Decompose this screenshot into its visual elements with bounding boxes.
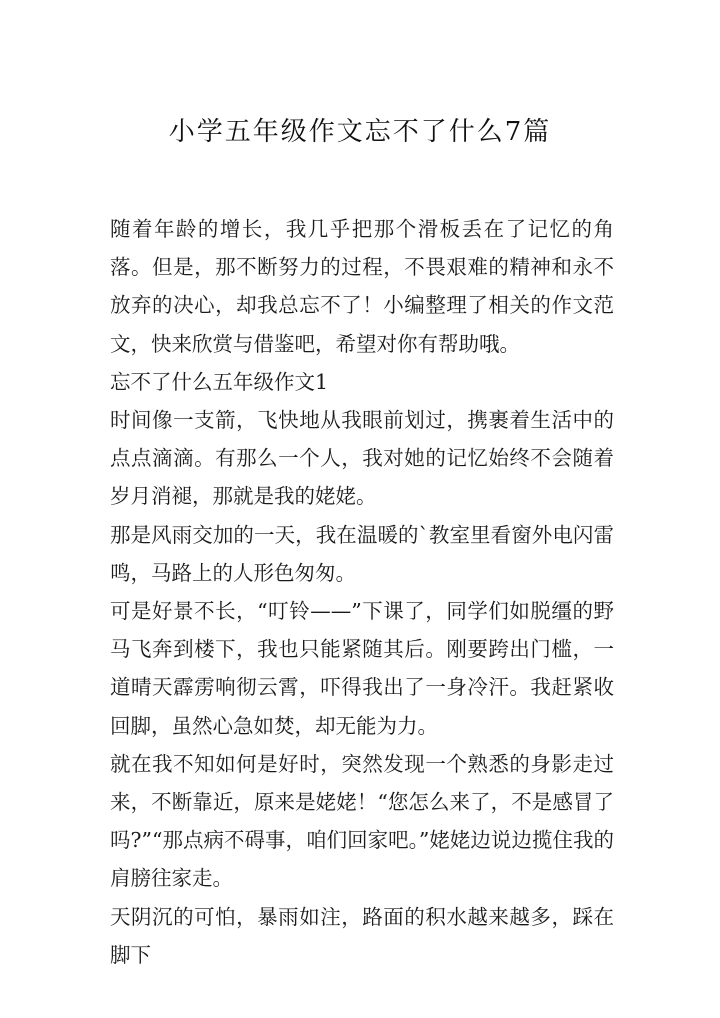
document-body — [110, 210, 614, 974]
document-title: 小学五年级作文忘不了什么7篇 — [168, 117, 552, 147]
paragraph: 天阴沉的可怕，暴雨如注，路面的积水越来越多，踩在脚下 — [110, 904, 614, 967]
paragraph: 那是风雨交加的一天，我在温暖的`教室里看窗外电闪雷鸣，马路上的人形色匆匆。 — [110, 522, 614, 585]
paragraph-intro: 随着年龄的增长，我几乎把那个滑板丢在了记忆的角落。但是，那不断努力的过程，不畏艰难的精神和永不放弃的决心，却我总忘不了！小编整理了相关的作文范文，快来欣赏与借鉴吧，希望对你有帮助哦。 — [110, 217, 614, 356]
paragraph: 时间像一支箭，飞快地从我眼前划过，携裹着生活中的点点滴滴。有那么一个人，我对她的记忆始终不会随着岁月消褪，那就是我的姥姥。 — [110, 408, 614, 509]
paragraph: 就在我不知如何是好时，突然发现一个熟悉的身影走过来，不断靠近，原来是姥姥！“您怎么来了，不是感冒了吗?”“那点病不碍事，咱们回家吧。”姥姥边说边揽住我的肩膀往家走。 — [110, 751, 614, 891]
section-heading: 忘不了什么五年级作文1 — [110, 369, 329, 394]
paragraph: 可是好景不长，“叮铃——”下课了，同学们如脱缰的野马飞奔到楼下，我也只能紧随其后。刚要跨出门槛，一道晴天霹雳响彻云霄，吓得我出了一身冷汗。我赶紧收回脚，虽然心急如焚，却无能为力。 — [110, 599, 614, 738]
